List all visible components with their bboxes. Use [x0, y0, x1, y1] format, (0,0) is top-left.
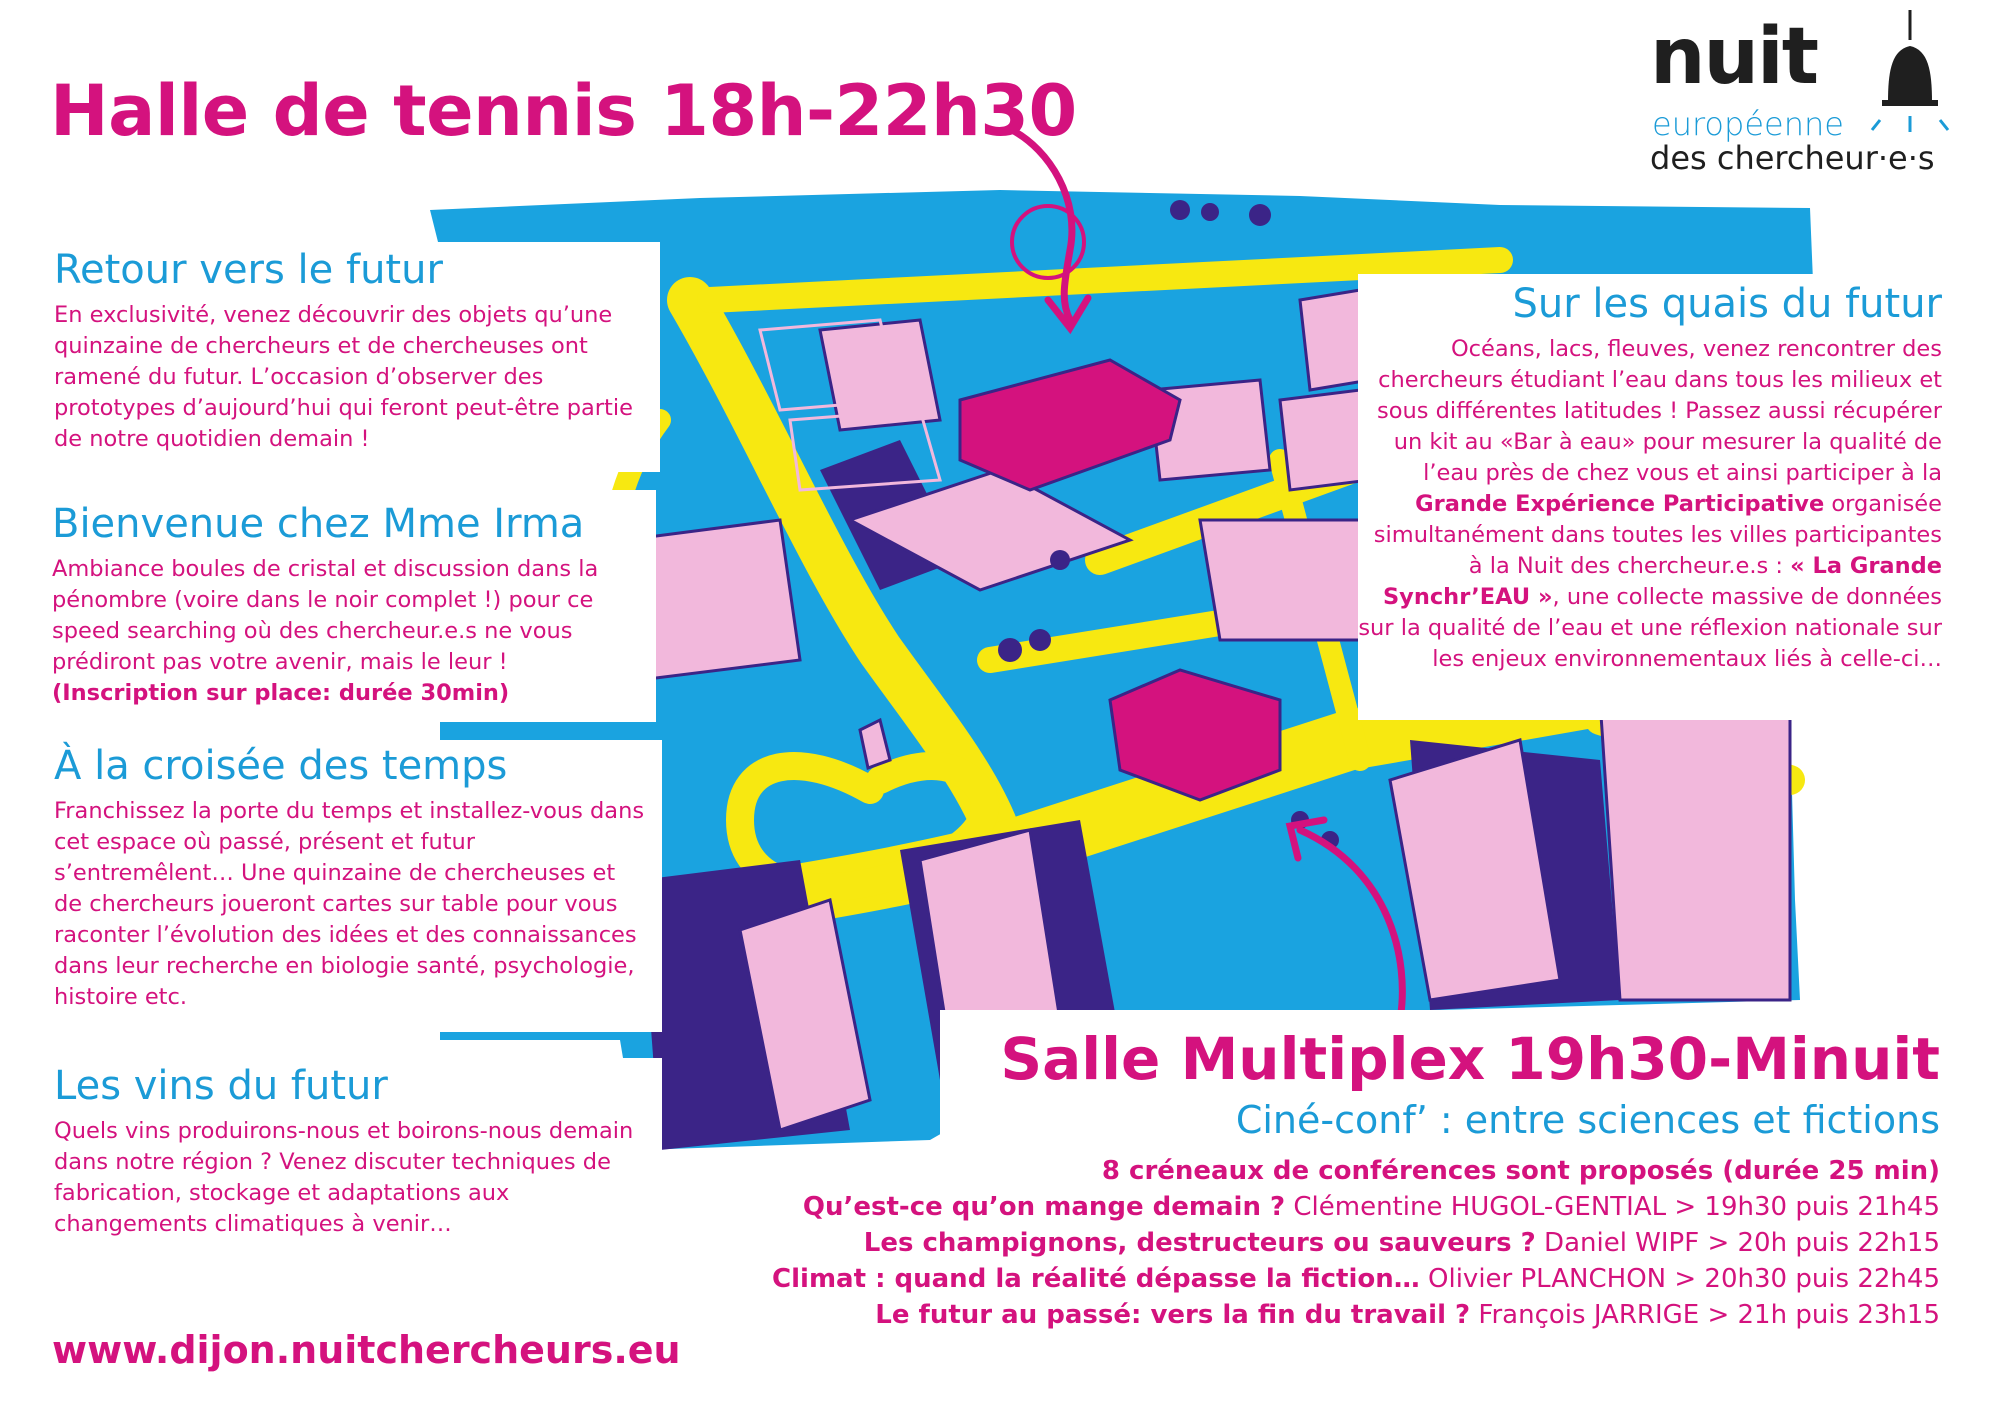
list-item	[772, 1297, 1940, 1333]
intro-text: 8 créneaux de conférences sont proposés (durée 25 min)	[1101, 1156, 1940, 1186]
section-body: Ambiance boules de cristal et discussion dans la pénombre (voire dans le noir complet !) pour ce speed searching où des chercheur.e.s ne vous prédiront pas votre avenir, mais le leur !	[52, 556, 599, 675]
logo-chercheurs-text: des chercheur·e·s	[1650, 139, 1935, 177]
talk-topic: Les champignons, destructeurs ou sauveurs ?	[863, 1228, 1536, 1258]
quais-text-2: organisée simultanément dans toutes les villes participantes à la Nuit des chercheur.e.s :	[1373, 491, 1942, 579]
talk-detail: Olivier PLANCHON > 20h30 puis 22h45	[1419, 1264, 1940, 1294]
section-title: Les vins du futur	[54, 1063, 388, 1109]
section-title: À la croisée des temps	[54, 743, 508, 789]
section-mme-irma	[40, 490, 656, 722]
multiplex-subtitle: Ciné-conf’ : entre sciences et fictions	[1235, 1098, 1940, 1142]
section-body	[1358, 334, 1942, 675]
quais-bold-1: Grande Expérience Participative	[1415, 491, 1825, 517]
talk-detail: Clémentine HUGOL-GENTIAL > 19h30 puis 21h45	[1285, 1192, 1940, 1222]
talk-detail: Daniel WIPF > 20h puis 22h15	[1535, 1228, 1940, 1258]
quais-text-1: Océans, lacs, fleuves, venez rencontrer des chercheurs étudiant l’eau dans tous les milieux et sous différentes latitudes ! Passez aussi récupérer un kit au «Bar à eau» pour mesurer la qualité de l’eau près de chez vous et ainsi participer à la	[1377, 336, 1942, 486]
talk-detail: François JARRIGE > 21h puis 23h15	[1470, 1300, 1940, 1330]
website-link[interactable]: www.dijon.nuitchercheurs.eu	[52, 1328, 681, 1372]
quais-bold-2: « La Grande Synchr’EAU »	[1382, 553, 1942, 610]
section-title: Retour vers le futur	[54, 247, 443, 293]
section-title: Bienvenue chez Mme Irma	[52, 501, 585, 547]
list-item	[772, 1189, 1940, 1225]
section-body: Quels vins produirons-nous et boirons-nous demain dans notre région ? Venez discuter techniques de fabrication, stockage et adaptations aux changements climatiques à venir…	[54, 1118, 634, 1237]
section-title: Sur les quais du futur	[1512, 281, 1942, 327]
quais-text-3: , une collecte massive de données sur la qualité de l’eau et une réflexion nationale sur les enjeux environnementaux liés à celle-ci…	[1358, 584, 1942, 672]
section-sur-les-quais	[1358, 274, 1948, 720]
section-body: En exclusivité, venez découvrir des objets qu’une quinzaine de chercheurs et de chercheuses ont ramené du futur. L’occasion d’observer des prototypes d’aujourd’hui qui feront peut-être partie de notre quotidien demain !	[54, 302, 633, 452]
nuit-europeenne-logo	[1640, 10, 1960, 180]
talk-topic: Le futur au passé: vers la fin du travail ?	[875, 1300, 1471, 1330]
section-note: (Inscription sur place: durée 30min)	[52, 680, 510, 706]
multiplex-talk-list	[772, 1153, 1940, 1333]
section-retour-vers-le-futur	[40, 242, 660, 472]
talk-topic: Qu’est-ce qu’on mange demain ?	[802, 1192, 1286, 1222]
bell-icon	[1868, 10, 1958, 140]
list-item	[772, 1225, 1940, 1261]
page-title: Halle de tennis 18h-22h30	[50, 70, 1077, 152]
logo-nuit-text: nuit	[1650, 12, 1818, 102]
list-item	[772, 1261, 1940, 1297]
section-body: Franchissez la porte du temps et installez-vous dans cet espace où passé, présent et futur s’entremêlent… Une quinzaine de chercheuses et de chercheurs joueront cartes sur table pour vous raconter l’évolution des idées et des connaissances dans leur recherche en biologie santé, psychologie, histoire etc.	[54, 798, 645, 1010]
logo-europeenne-text: européenne	[1652, 105, 1844, 143]
multiplex-intro	[772, 1153, 1940, 1189]
section-croisee-des-temps	[40, 740, 662, 1032]
section-vins-du-futur	[40, 1058, 662, 1308]
talk-topic: Climat : quand la réalité dépasse la fiction…	[772, 1264, 1420, 1294]
multiplex-title: Salle Multiplex 19h30-Minuit	[1000, 1025, 1940, 1093]
